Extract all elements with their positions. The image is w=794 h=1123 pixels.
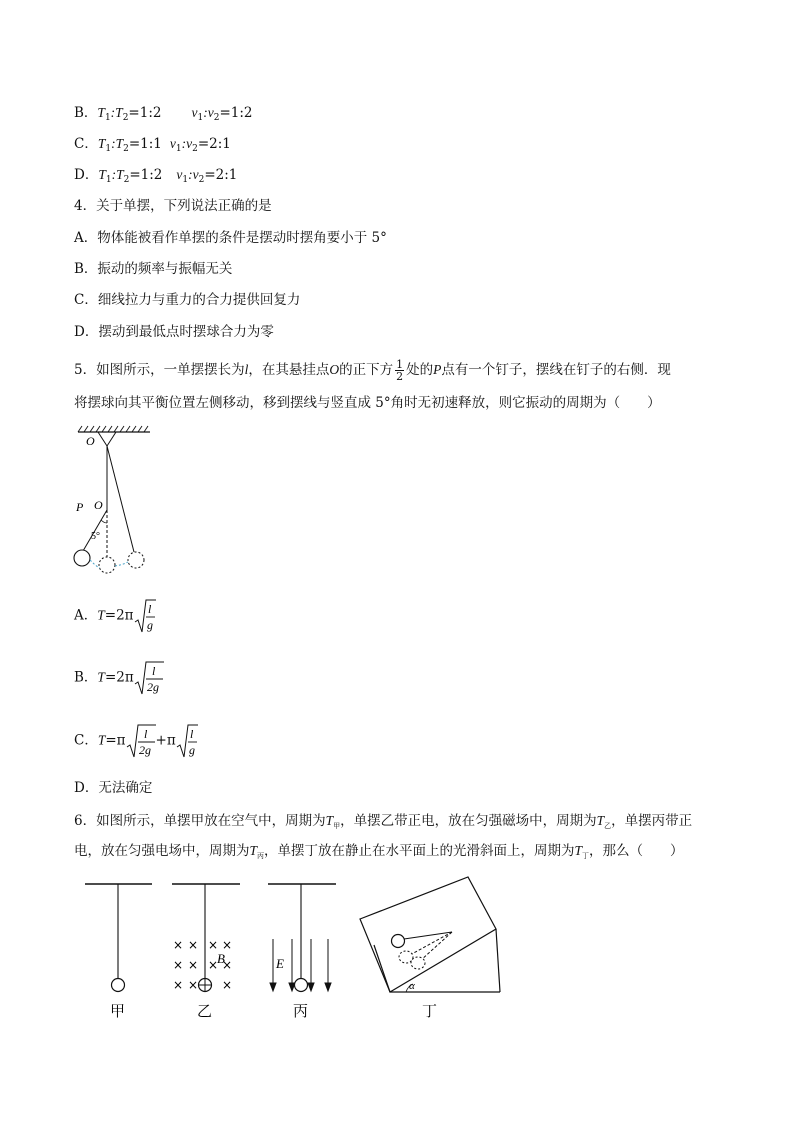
var-t-ratio: :T bbox=[111, 136, 124, 151]
subscript-bing: 丙 bbox=[257, 852, 265, 860]
q5-option-a bbox=[74, 596, 156, 636]
option-label: C． bbox=[74, 732, 98, 749]
stem-text: 的正下方 bbox=[339, 362, 394, 378]
pendulum-bing bbox=[268, 884, 336, 1020]
label-o-nail: O bbox=[94, 498, 103, 512]
subscript: 1 bbox=[105, 175, 112, 185]
four-pendulums-figure bbox=[80, 875, 520, 1025]
var-v: v bbox=[169, 136, 176, 151]
var-t-ratio: :T bbox=[110, 105, 123, 120]
incline-top-face bbox=[360, 877, 496, 992]
stem-text: 点有一个钉子，摆线在钉子的右侧．现 bbox=[441, 362, 671, 378]
ratio-value: =2:1 bbox=[204, 167, 238, 183]
q4-option-a: A．物体能被看作单摆的条件是摆动时摆角要小于 5° bbox=[74, 230, 387, 246]
var-p: P bbox=[433, 362, 442, 377]
bob-bottom bbox=[99, 557, 115, 573]
subscript: 1 bbox=[104, 113, 111, 123]
svg-text:×: × bbox=[173, 978, 184, 992]
var-l: l bbox=[244, 362, 249, 377]
svg-text:×: × bbox=[188, 958, 199, 972]
denominator-2g: 2g bbox=[138, 743, 151, 757]
numerator-l: l bbox=[147, 602, 151, 616]
q5-stem-line1 bbox=[74, 359, 671, 382]
svg-text:×: × bbox=[222, 978, 233, 992]
var-v-ratio: :v bbox=[203, 105, 214, 120]
var-o: O bbox=[329, 362, 340, 377]
label-bing: 丙 bbox=[293, 1002, 309, 1020]
subscript: 1 bbox=[182, 175, 189, 185]
var-v-ratio: :v bbox=[188, 167, 199, 182]
pendulum-yi bbox=[172, 884, 240, 1020]
subscript-yi: 乙 bbox=[604, 822, 612, 830]
equals-2pi: =2π bbox=[104, 669, 134, 686]
equals-2pi: =2π bbox=[104, 607, 134, 624]
stem-text: ，单摆乙带正电，放在匀强磁场中，周期为 bbox=[340, 813, 597, 829]
var-t: T bbox=[97, 669, 105, 685]
fraction-half bbox=[395, 359, 404, 382]
q6-stem-line2 bbox=[74, 842, 684, 865]
angle-arc bbox=[101, 520, 107, 523]
q5-option-b bbox=[74, 658, 164, 698]
label-e-field: E bbox=[276, 956, 284, 971]
svg-text:×: × bbox=[173, 958, 184, 972]
label-ding: 丁 bbox=[422, 1002, 438, 1020]
q3-option-c bbox=[74, 135, 231, 158]
var-t: T bbox=[596, 813, 605, 828]
right-string bbox=[107, 446, 134, 552]
denominator-2g: 2g bbox=[146, 680, 159, 694]
option-label: B． bbox=[74, 669, 98, 686]
denominator: 2 bbox=[396, 370, 404, 383]
sqrt-l-over-2g bbox=[126, 721, 156, 761]
var-t-ratio: :T bbox=[111, 167, 124, 182]
stem-text: ，那么（ ） bbox=[589, 843, 684, 859]
label-p: P bbox=[76, 500, 84, 514]
ratio-value: =1:2 bbox=[128, 105, 162, 121]
svg-text:×: × bbox=[208, 938, 219, 952]
incline-right-edge bbox=[496, 929, 500, 992]
var-t: T bbox=[97, 732, 106, 748]
q4-option-c: C．细线拉力与重力的合力提供回复力 bbox=[74, 292, 301, 308]
pendulum-nail-figure bbox=[70, 422, 160, 582]
label-angle: 5° bbox=[91, 531, 100, 542]
swing-arc-left bbox=[90, 560, 100, 568]
label-b-field: B bbox=[217, 951, 225, 966]
numerator-l: l bbox=[143, 727, 147, 741]
var-t: T bbox=[98, 167, 106, 182]
var-t: T bbox=[97, 607, 105, 623]
svg-text:×: × bbox=[222, 938, 233, 952]
ratio-value: =1:2 bbox=[129, 167, 163, 183]
subscript: 1 bbox=[197, 113, 204, 123]
option-label: B． bbox=[74, 105, 98, 121]
denominator-g: g bbox=[146, 618, 153, 632]
bob-right bbox=[128, 552, 144, 568]
q5-option-c bbox=[74, 721, 198, 761]
pendulum-ding bbox=[360, 877, 500, 1020]
label-yi: 乙 bbox=[197, 1002, 213, 1020]
subscript: 2 bbox=[123, 175, 130, 185]
subscript: 2 bbox=[198, 175, 205, 185]
var-t: T bbox=[325, 813, 334, 828]
svg-text:×: × bbox=[188, 938, 199, 952]
subscript: 2 bbox=[122, 113, 129, 123]
subscript: 1 bbox=[105, 144, 112, 154]
q4-option-b: B．振动的频率与振幅无关 bbox=[74, 261, 233, 277]
equals-pi: =π bbox=[105, 732, 126, 749]
svg-text:×: × bbox=[208, 958, 219, 972]
denominator-g: g bbox=[188, 743, 195, 757]
stem-text: 5．如图所示，一单摆摆长为 bbox=[74, 362, 245, 378]
stem-text: ，在其悬挂点 bbox=[248, 362, 330, 378]
svg-text:×: × bbox=[222, 958, 233, 972]
numerator-l: l bbox=[151, 664, 156, 678]
ratio-value: =2:1 bbox=[197, 136, 231, 152]
q4-stem: 4．关于单摆，下列说法正确的是 bbox=[74, 198, 272, 214]
numerator-l: l bbox=[189, 727, 194, 741]
q3-option-b bbox=[74, 104, 252, 127]
label-o-top: O bbox=[86, 434, 95, 448]
option-label: C． bbox=[74, 136, 98, 152]
stem-text: 电，放在匀强电场中，周期为 bbox=[74, 843, 250, 859]
option-label: A． bbox=[74, 607, 98, 624]
q5-option-d: D．无法确定 bbox=[74, 780, 153, 796]
q4-option-d: D．摆动到最低点时摆球合力为零 bbox=[74, 324, 274, 340]
option-label: D． bbox=[74, 167, 99, 183]
stem-text: ，单摆丁放在静止在水平面上的光滑斜面上，周期为 bbox=[264, 843, 575, 859]
stem-text: ，单摆丙带正 bbox=[611, 813, 693, 829]
suspension-mount bbox=[98, 432, 116, 446]
ratio-value: =1:2 bbox=[219, 105, 253, 121]
var-t: T bbox=[97, 105, 105, 120]
var-v-ratio: :v bbox=[181, 136, 193, 151]
subscript: 2 bbox=[123, 144, 129, 154]
q5-stem-line2: 将摆球向其平衡位置左侧移动，移到摆线与竖直成 5°角时无初速释放，则它振动的周期为（ ） bbox=[74, 395, 661, 411]
subscript-jia: 甲 bbox=[333, 822, 341, 830]
plus-pi: +π bbox=[155, 732, 176, 749]
var-t: T bbox=[97, 136, 106, 151]
bob-left bbox=[74, 550, 90, 566]
subscript: 2 bbox=[213, 113, 220, 123]
q3-option-d bbox=[74, 166, 237, 189]
stem-text: 处的 bbox=[406, 362, 434, 378]
svg-text:×: × bbox=[173, 938, 184, 952]
var-t: T bbox=[574, 843, 583, 858]
subscript-ding: 丁 bbox=[582, 852, 590, 860]
label-jia: 甲 bbox=[110, 1002, 126, 1020]
svg-text:×: × bbox=[188, 978, 199, 992]
var-t: T bbox=[249, 843, 258, 858]
q6-stem-line1 bbox=[74, 812, 692, 835]
subscript: 2 bbox=[192, 144, 198, 154]
numerator: 1 bbox=[396, 358, 404, 371]
sqrt-l-over-2g bbox=[134, 658, 164, 698]
ratio-value: =1:1 bbox=[128, 136, 162, 152]
ceiling-hatch bbox=[78, 426, 148, 432]
var-v: v bbox=[191, 105, 198, 120]
stem-text: 6．如图所示，单摆甲放在空气中，周期为 bbox=[74, 813, 326, 829]
subscript: 1 bbox=[175, 144, 182, 154]
sqrt-l-over-g bbox=[176, 721, 198, 761]
pendulum-jia bbox=[85, 884, 152, 1020]
swing-arc-right bbox=[115, 562, 128, 566]
var-v: v bbox=[176, 167, 183, 182]
label-alpha: α bbox=[409, 980, 415, 992]
sqrt-l-over-g bbox=[134, 596, 156, 636]
